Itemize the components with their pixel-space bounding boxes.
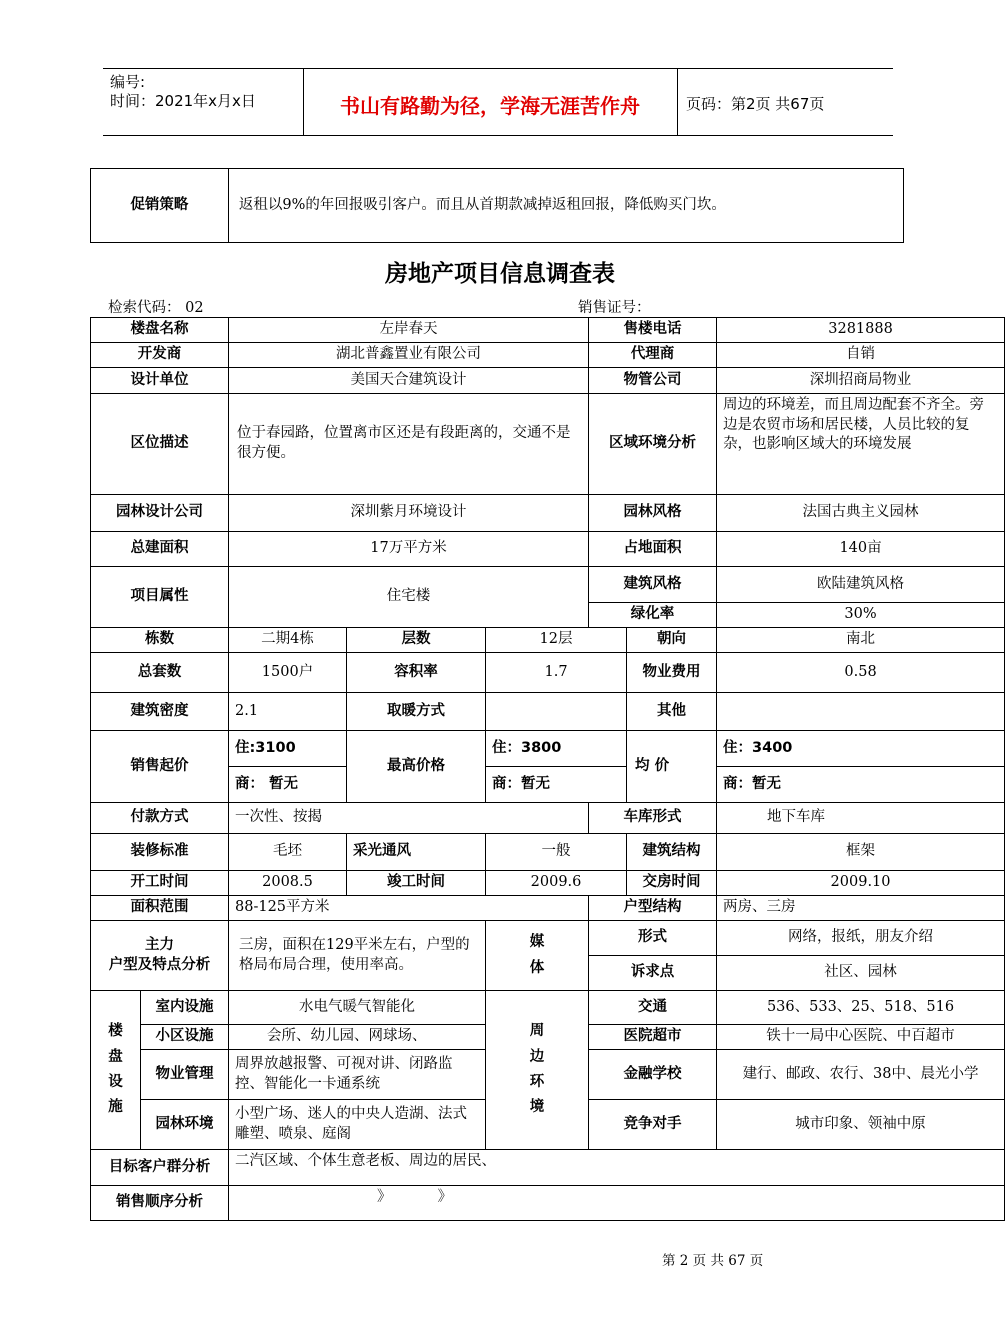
facility-value: 水电气暖气智能化 [229, 991, 486, 1025]
completion-date-value: 2009.6 [486, 871, 627, 896]
project-name-label: 楼盘名称 [91, 318, 229, 343]
orientation-value: 南北 [717, 628, 1005, 653]
facility-label: 室内设施 [141, 991, 229, 1025]
agent-label: 代理商 [589, 343, 717, 368]
starting-price-label: 销售起价 [91, 731, 229, 803]
header-motto: 书山有路勤为径，学海无涯苦作舟 [340, 94, 640, 118]
area-range-label: 面积范围 [91, 896, 229, 921]
facility-value: 会所、幼儿园、网球场、 [229, 1025, 486, 1050]
facility-label: 小区设施 [141, 1025, 229, 1050]
facilities-group-label [91, 991, 141, 1150]
property-management-label: 物管公司 [589, 368, 717, 394]
green-rate-label: 绿化率 [589, 603, 717, 628]
appeal-point-label: 诉求点 [589, 956, 717, 991]
decoration-standard-value: 毛坯 [229, 834, 347, 871]
property-management-value: 深圳招商局物业 [717, 368, 1005, 394]
orientation-label: 朝向 [627, 628, 717, 653]
unit-structure-value: 两房、三房 [717, 896, 1005, 921]
completion-date-label: 竣工时间 [347, 871, 486, 896]
property-fee-label: 物业费用 [627, 653, 717, 693]
unit-structure-label: 户型结构 [589, 896, 717, 921]
average-price-commercial: 商：暂无 [717, 767, 1005, 803]
highest-price-commercial: 商：暂无 [486, 767, 627, 803]
average-price-residential: 住：3400 [717, 731, 1005, 767]
payment-method-value: 一次性、按揭 [229, 803, 589, 834]
project-attribute-value: 住宅楼 [229, 567, 589, 628]
document-number-label: 编号: [110, 73, 146, 91]
facility-value: 小型广场、迷人的中央人造湖、法式雕塑、喷泉、庭阁 [229, 1100, 486, 1150]
landscape-style-label: 园林风格 [589, 495, 717, 532]
surrounding-value: 建行、邮政、农行、38中、晨光小学 [717, 1050, 1005, 1100]
location-value: 位于春园路，位置离市区还是有段距离的，交通不是很方便。 [229, 394, 589, 495]
delivery-date-value: 2009.10 [717, 871, 1005, 896]
main-unit-label-line1: 主力 [145, 936, 174, 953]
garage-type-value: 地下车库 [717, 803, 1005, 834]
media-form-value: 网络，报纸，朋友介绍 [717, 921, 1005, 956]
landscape-company-value: 深圳紫月环境设计 [229, 495, 589, 532]
land-area-value: 140亩 [717, 532, 1005, 567]
page-title: 房地产项目信息调查表 [385, 261, 615, 287]
sale-license: 销售证号： [578, 300, 651, 316]
building-structure-value: 框架 [717, 834, 1005, 871]
appeal-point-value: 社区、园林 [717, 956, 1005, 991]
target-customer-value: 二汽区域、个体生意老板、周边的居民、 [229, 1150, 1005, 1186]
media-form-label: 形式 [589, 921, 717, 956]
architecture-style-value: 欧陆建筑风格 [717, 567, 1005, 603]
average-price-label: 均 价 [627, 731, 717, 803]
surroundings-group-label [486, 991, 589, 1150]
lighting-ventilation-label: 采光通风 [347, 834, 486, 871]
landscape-company-label: 园林设计公司 [91, 495, 229, 532]
search-code: 检索代码： 02 [108, 300, 204, 316]
main-unit-value: 三房，面积在129平米左右，户型的格局布局合理，使用率高。 [229, 921, 486, 991]
building-density-value: 2.1 [229, 693, 347, 731]
project-attribute-label: 项目属性 [91, 567, 229, 628]
floors-value: 12层 [486, 628, 627, 653]
surroundings-group-text: 周边环境 [529, 1023, 545, 1116]
page-footer: 第 2 页 共 67 页 [662, 1253, 764, 1269]
agent-value: 自销 [717, 343, 1005, 368]
developer-value: 湖北普鑫置业有限公司 [229, 343, 589, 368]
payment-method-label: 付款方式 [91, 803, 229, 834]
surrounding-label: 医院超市 [589, 1025, 717, 1050]
area-range-value: 88-125平方米 [229, 896, 589, 921]
sales-sequence-label: 销售顺序分析 [91, 1186, 229, 1221]
architecture-style-label: 建筑风格 [589, 567, 717, 603]
starting-price-residential: 住:3100 [229, 731, 347, 767]
decoration-standard-label: 装修标准 [91, 834, 229, 871]
promotion-strategy-value: 返租以9%的年回报吸引客户。而且从首期款减掉返租回报，降低购买门坎。 [228, 169, 903, 243]
media-label [486, 921, 589, 991]
document-time-label: 时间：2021年x月x日 [110, 92, 256, 110]
lighting-ventilation-value: 一般 [486, 834, 627, 871]
promotion-strategy-label: 促销策略 [91, 169, 229, 243]
building-structure-label: 建筑结构 [627, 834, 717, 871]
surrounding-value: 城市印象、领袖中原 [717, 1100, 1005, 1150]
plot-ratio-label: 容积率 [347, 653, 486, 693]
start-date-label: 开工时间 [91, 871, 229, 896]
other-label: 其他 [627, 693, 717, 731]
design-unit-label: 设计单位 [91, 368, 229, 394]
total-units-label: 总套数 [91, 653, 229, 693]
start-date-value: 2008.5 [229, 871, 347, 896]
survey-table [90, 317, 1005, 1221]
developer-label: 开发商 [91, 343, 229, 368]
total-units-value: 1500户 [229, 653, 347, 693]
green-rate-value: 30% [717, 603, 1005, 628]
surrounding-label: 金融学校 [589, 1050, 717, 1100]
facility-value: 周界放越报警、可视对讲、闭路监控、智能化一卡通系统 [229, 1050, 486, 1100]
facility-label: 物业管理 [141, 1050, 229, 1100]
facilities-group-text: 楼盘设施 [108, 1023, 123, 1116]
other-value [717, 693, 1005, 731]
buildings-label: 栋数 [91, 628, 229, 653]
highest-price-label: 最高价格 [347, 731, 486, 803]
target-customer-label: 目标客户群分析 [91, 1150, 229, 1186]
area-environment-label: 区域环境分析 [589, 394, 717, 495]
landscape-style-value: 法国古典主义园林 [717, 495, 1005, 532]
sales-phone-label: 售楼电话 [589, 318, 717, 343]
plot-ratio-value: 1.7 [486, 653, 627, 693]
page-indicator: 页码：第2页 共67页 [686, 95, 825, 113]
heating-label: 取暖方式 [347, 693, 486, 731]
main-unit-label-line2: 户型及特点分析 [108, 956, 211, 973]
delivery-date-label: 交房时间 [627, 871, 717, 896]
surrounding-value: 536、533、25、518、516 [717, 991, 1005, 1025]
property-fee-value: 0.58 [717, 653, 1005, 693]
design-unit-value: 美国天合建筑设计 [229, 368, 589, 394]
buildings-value: 二期4栋 [229, 628, 347, 653]
sales-sequence-value: 》 》 [229, 1186, 1005, 1221]
facility-label: 园林环境 [141, 1100, 229, 1150]
highest-price-residential: 住：3800 [486, 731, 627, 767]
building-density-label: 建筑密度 [91, 693, 229, 731]
surrounding-label: 交通 [589, 991, 717, 1025]
land-area-label: 占地面积 [589, 532, 717, 567]
project-name-value: 左岸春天 [229, 318, 589, 343]
location-label: 区位描述 [91, 394, 229, 495]
starting-price-commercial: 商： 暂无 [229, 767, 347, 803]
surrounding-label: 竞争对手 [589, 1100, 717, 1150]
heating-value [486, 693, 627, 731]
total-floor-area-label: 总建面积 [91, 532, 229, 567]
media-label-text: 媒体 [529, 934, 545, 976]
garage-type-label: 车库形式 [589, 803, 717, 834]
floors-label: 层数 [347, 628, 486, 653]
total-floor-area-value: 17万平方米 [229, 532, 589, 567]
surrounding-value: 铁十一局中心医院、中百超市 [717, 1025, 1005, 1050]
sales-phone-value: 3281888 [717, 318, 1005, 343]
promotion-table [90, 168, 904, 243]
area-environment-value: 周边的环境差，而且周边配套不齐全。旁边是农贸市场和居民楼，人员比较的复杂，也影响区域大的环境发展 [717, 394, 1005, 495]
main-unit-label [91, 921, 229, 991]
